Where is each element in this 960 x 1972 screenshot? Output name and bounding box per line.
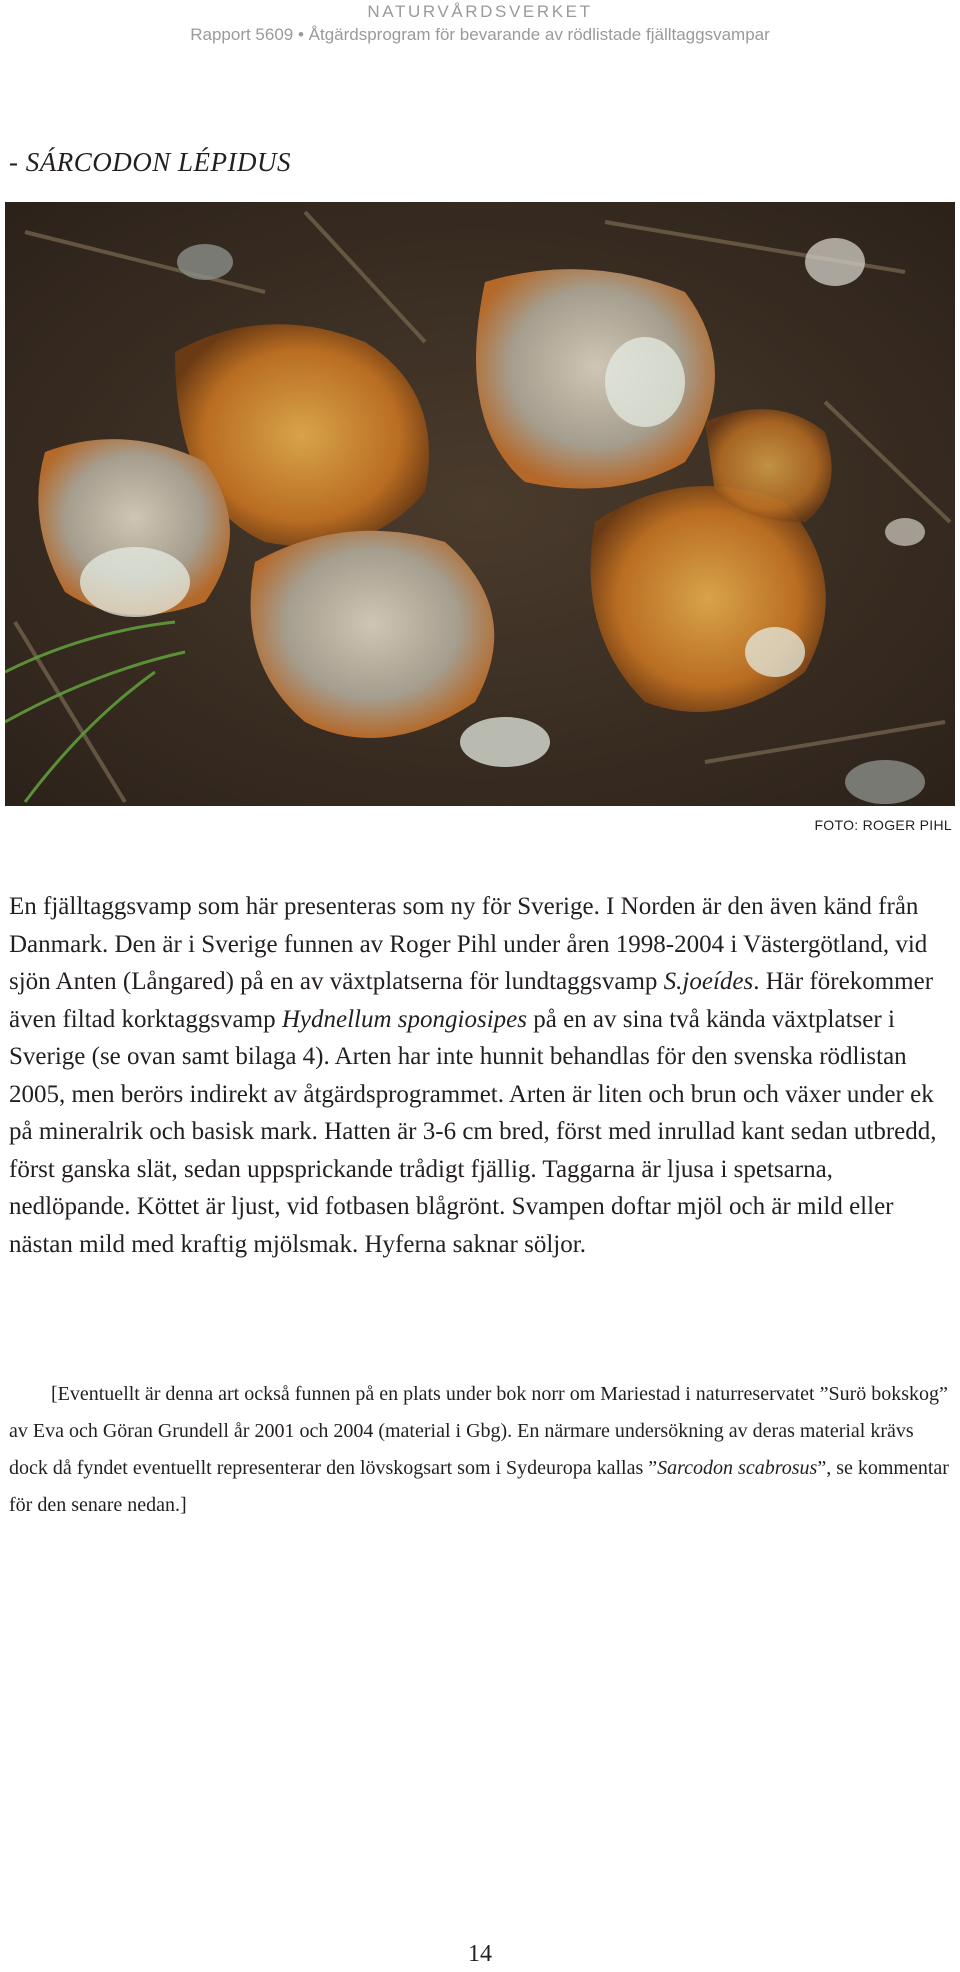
note-text-2: ”, se kommentar för den senare nedan.]: [9, 1457, 949, 1516]
species-name-hydnellum: Hydnellum spongiosipes: [281, 1005, 527, 1033]
photo-credit: FOTO: ROGER PIHL: [814, 817, 952, 833]
note-text-1: [Eventuellt är denna art också funnen på en plats under bok norr om Mariestad i naturreservatet ”Surö bokskog” av Eva och Göran Grundell år 2001 och 2004 (material i Gbg). En närmare undersökning av deras material krävs dock då fyndet eventuellt representerar den lövskogsart som i Sydeuropa kallas ”: [9, 1383, 948, 1479]
description-text-1: En fjälltaggsvamp som här presenteras som ny för Sverige. I Norden är den även känd från Danmark. Den är i Sverige funnen av Roger Pihl under åren 1998-2004 i Västergötland, vid sjön Anten (Långared) på en av växtplatserna för lundtaggsvamp: [9, 893, 928, 995]
species-name-joeides: S.joeídes: [663, 968, 754, 995]
species-title: - SÁRCODON LÉPIDUS: [9, 147, 291, 177]
editorial-note: [9, 1376, 953, 1524]
mushroom-photo: [5, 202, 955, 806]
page-number: 14: [468, 1941, 492, 1967]
header-report-title: Rapport 5609 • Åtgärdsprogram för bevarande av rödlistade fjälltaggsvampar: [190, 25, 770, 44]
description-text-2: . Här förekommer även filtad korktaggsvamp: [9, 968, 934, 1033]
species-description: [9, 888, 955, 1263]
description-text-3: på en av sina två kända växtplatser i Sverige (se ovan samt bilaga 4). Arten har inte hunnit behandlas för den svenska rödlistan 2005, men berörs indirekt av åtgärdsprogrammet. Arten är liten och brun och växer under ek på mineralrik och basisk mark. Hatten är 3-6 cm bred, först med inrullad kant sedan utbredd, först ganska slät, sedan uppsprickande trådigt fjällig. Taggarna är ljusa i spetsarna, nedlöpande. Köttet är ljust, vid fotbasen blågrönt. Svampen doftar mjöl och är mild eller nästan mild med kraftig mjölsmak. Hyferna saknar söljor.: [9, 1005, 937, 1258]
species-name-scabrosus: Sarcodon scabrosus: [657, 1457, 818, 1479]
header-organization: NATURVÅRDSVERKET: [367, 2, 593, 21]
